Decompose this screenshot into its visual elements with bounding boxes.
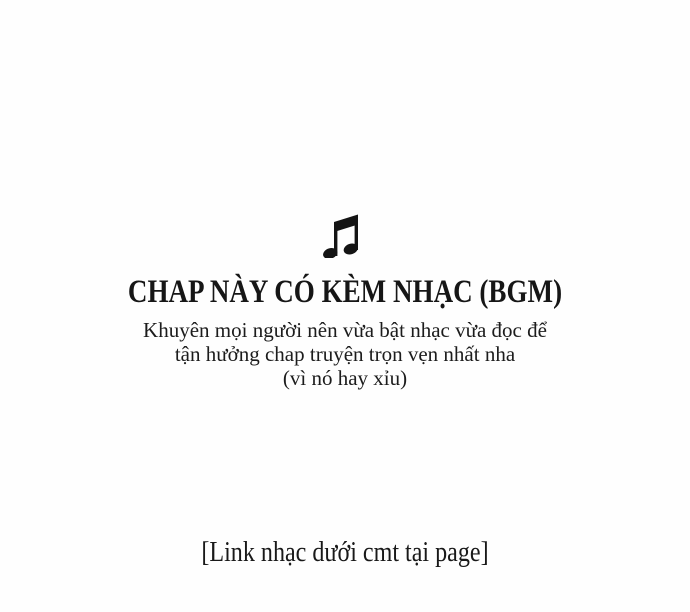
- notice-heading: CHAP NÀY CÓ KÈM NHẠC (BGM): [127, 274, 563, 310]
- footer-note: [Link nhạc dưới cmt tại page]: [201, 537, 489, 568]
- notice-subtext: [0, 318, 690, 390]
- notice-line-1: Khuyên mọi người nên vừa bật nhạc vừa đọc để: [143, 318, 547, 342]
- music-note-icon: [0, 214, 686, 258]
- notice-line-2: tận hưởng chap truyện trọn vẹn nhất nha: [174, 342, 516, 366]
- notice-line-3: (vì nó hay xỉu): [282, 366, 408, 390]
